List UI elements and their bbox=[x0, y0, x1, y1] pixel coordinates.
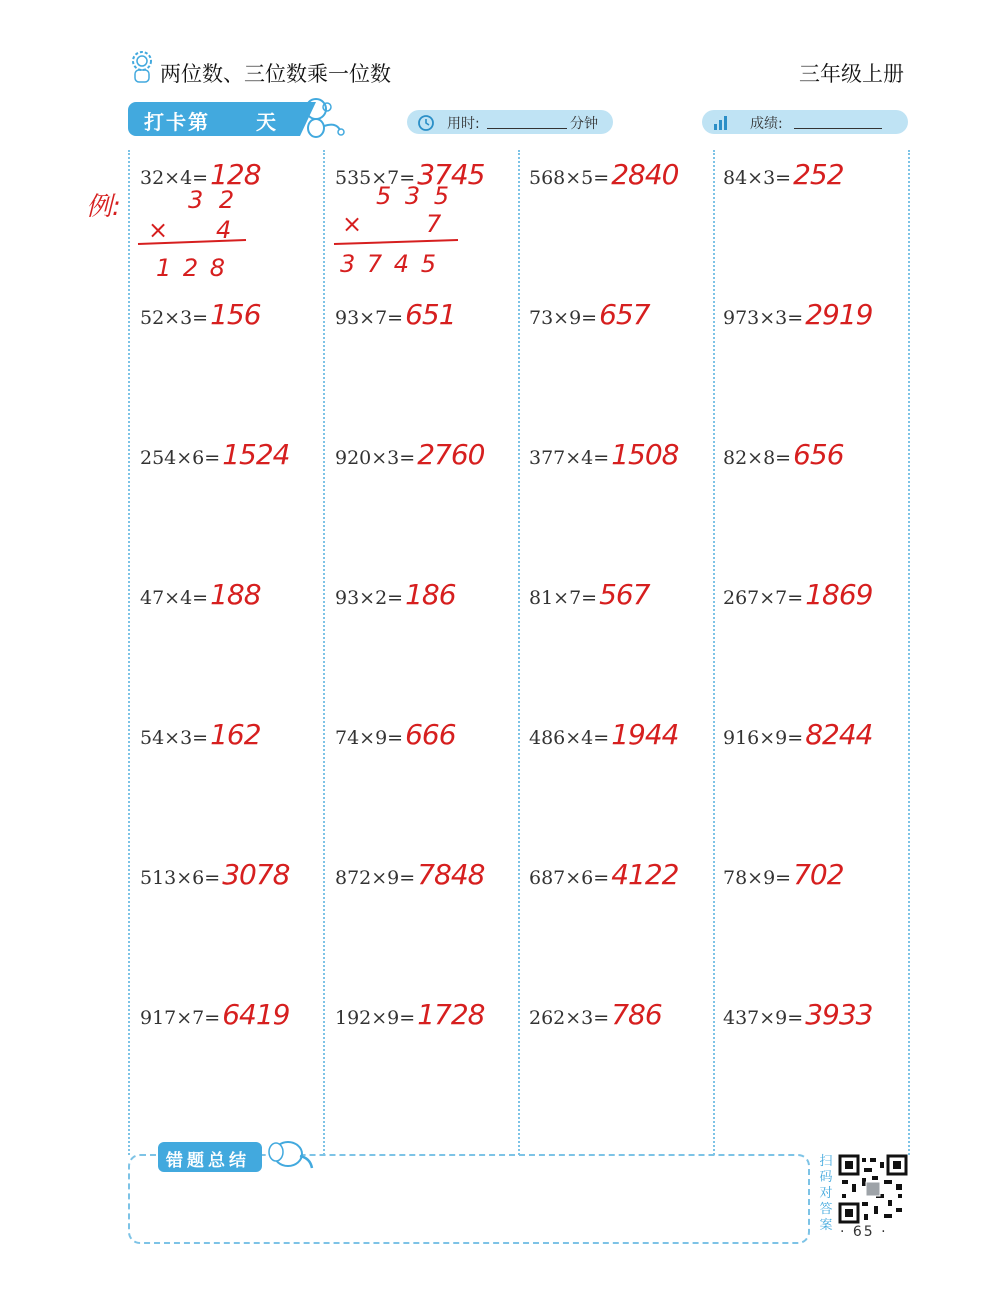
example-a-top: 3 2 bbox=[188, 186, 239, 214]
example-b-top: 5 3 5 bbox=[376, 182, 453, 210]
handwritten-answer[interactable]: 666 bbox=[405, 718, 456, 751]
problem-item bbox=[529, 718, 678, 751]
mistake-summary-tab bbox=[158, 1142, 262, 1172]
problem-text: 973×3= bbox=[723, 307, 804, 329]
checkin-banner bbox=[128, 102, 300, 136]
column-divider bbox=[323, 150, 325, 1155]
handwritten-answer[interactable]: 162 bbox=[210, 718, 261, 751]
problem-item bbox=[723, 718, 872, 751]
handwritten-answer[interactable]: 1508 bbox=[611, 438, 679, 471]
problem-text: 52×3= bbox=[140, 307, 209, 329]
column-divider bbox=[128, 150, 130, 1155]
handwritten-answer[interactable]: 2919 bbox=[805, 298, 873, 331]
handwritten-answer[interactable]: 156 bbox=[210, 298, 261, 331]
problem-item bbox=[335, 858, 484, 891]
problem-text: 192×9= bbox=[335, 1007, 416, 1029]
handwritten-answer[interactable]: 188 bbox=[210, 578, 261, 611]
problem-item bbox=[140, 718, 261, 751]
score-blank bbox=[794, 128, 882, 129]
qr-code-icon[interactable] bbox=[838, 1154, 908, 1224]
problem-item bbox=[723, 158, 844, 191]
problem-text: 78×9= bbox=[723, 867, 792, 889]
problem-text: 81×7= bbox=[529, 587, 598, 609]
handwritten-answer[interactable]: 702 bbox=[793, 858, 844, 891]
problem-item bbox=[723, 858, 844, 891]
problem-text: 535×7= bbox=[335, 167, 416, 189]
handwritten-answer[interactable]: 567 bbox=[599, 578, 650, 611]
column-divider bbox=[713, 150, 715, 1155]
problem-item bbox=[529, 998, 662, 1031]
problem-text: 687×6= bbox=[529, 867, 610, 889]
problem-text: 916×9= bbox=[723, 727, 804, 749]
handwritten-answer[interactable]: 7848 bbox=[417, 858, 485, 891]
problem-item bbox=[529, 298, 650, 331]
clock-icon bbox=[417, 113, 435, 131]
problem-item bbox=[723, 578, 872, 611]
elephant-icon bbox=[262, 1136, 316, 1172]
example-a-digit: 4 bbox=[216, 216, 232, 244]
lion-icon bbox=[128, 50, 156, 84]
time-blank bbox=[487, 128, 567, 129]
problem-text: 82×8= bbox=[723, 447, 792, 469]
handwritten-answer[interactable]: 657 bbox=[599, 298, 650, 331]
problem-text: 486×4= bbox=[529, 727, 610, 749]
bar-chart-icon bbox=[712, 113, 730, 131]
handwritten-answer[interactable]: 8244 bbox=[805, 718, 873, 751]
problem-item bbox=[140, 998, 289, 1031]
handwritten-answer[interactable]: 786 bbox=[611, 998, 662, 1031]
problem-text: 377×4= bbox=[529, 447, 610, 469]
example-b-line bbox=[332, 238, 460, 246]
example-a-result: 1 2 8 bbox=[156, 254, 228, 282]
problem-item bbox=[529, 858, 678, 891]
problem-text: 74×9= bbox=[335, 727, 404, 749]
time-unit: 分钟 bbox=[570, 116, 598, 132]
problem-item bbox=[140, 858, 289, 891]
handwritten-answer[interactable]: 1944 bbox=[611, 718, 679, 751]
problem-text: 872×9= bbox=[335, 867, 416, 889]
time-field[interactable] bbox=[407, 110, 613, 134]
handwritten-answer[interactable]: 186 bbox=[405, 578, 456, 611]
problem-item bbox=[140, 578, 261, 611]
problem-item bbox=[529, 158, 678, 191]
score-label: 成绩: bbox=[750, 116, 783, 132]
page-title: 两位数、三位数乘一位数 bbox=[160, 62, 391, 86]
problem-item bbox=[335, 298, 456, 331]
example-a-times: × bbox=[148, 216, 169, 244]
handwritten-answer[interactable]: 6419 bbox=[222, 998, 290, 1031]
handwritten-answer[interactable]: 3933 bbox=[805, 998, 873, 1031]
problem-item bbox=[140, 298, 261, 331]
column-divider bbox=[518, 150, 520, 1155]
handwritten-answer[interactable]: 4122 bbox=[611, 858, 679, 891]
handwritten-answer[interactable]: 2760 bbox=[417, 438, 485, 471]
handwritten-answer[interactable]: 3078 bbox=[222, 858, 290, 891]
example-b-result: 3 7 4 5 bbox=[340, 250, 438, 278]
problem-item bbox=[335, 438, 484, 471]
problem-item bbox=[335, 578, 456, 611]
problem-text: 73×9= bbox=[529, 307, 598, 329]
handwritten-answer[interactable]: 651 bbox=[405, 298, 456, 331]
problem-item bbox=[335, 998, 484, 1031]
problem-text: 93×7= bbox=[335, 307, 404, 329]
handwritten-answer[interactable]: 128 bbox=[210, 158, 261, 191]
monkey-icon bbox=[298, 96, 346, 140]
problem-text: 513×6= bbox=[140, 867, 221, 889]
handwritten-answer[interactable]: 1524 bbox=[222, 438, 290, 471]
example-b-digit: 7 bbox=[426, 210, 442, 238]
example-a-line bbox=[136, 238, 248, 246]
problem-text: 32×4= bbox=[140, 167, 209, 189]
handwritten-answer[interactable]: 3745 bbox=[417, 158, 485, 191]
problem-text: 267×7= bbox=[723, 587, 804, 609]
checkin-label: 打卡第 bbox=[144, 110, 210, 134]
problem-text: 254×6= bbox=[140, 447, 221, 469]
problem-item bbox=[723, 438, 844, 471]
problem-item bbox=[335, 718, 456, 751]
problem-item bbox=[723, 298, 872, 331]
example-label: 例: bbox=[86, 192, 121, 222]
problem-item bbox=[529, 578, 650, 611]
problem-item bbox=[723, 998, 872, 1031]
score-field[interactable] bbox=[702, 110, 908, 134]
handwritten-answer[interactable]: 1728 bbox=[417, 998, 485, 1031]
checkin-day-label: 天 bbox=[256, 110, 276, 134]
handwritten-answer[interactable]: 1869 bbox=[805, 578, 873, 611]
handwritten-answer[interactable]: 2840 bbox=[611, 158, 679, 191]
problem-item bbox=[529, 438, 678, 471]
scan-answer-label: 扫码对答案 bbox=[819, 1154, 833, 1233]
problem-text: 920×3= bbox=[335, 447, 416, 469]
grade-label: 三年级上册 bbox=[799, 62, 904, 86]
problem-text: 437×9= bbox=[723, 1007, 804, 1029]
problem-text: 54×3= bbox=[140, 727, 209, 749]
problem-text: 262×3= bbox=[529, 1007, 610, 1029]
example-b-times: × bbox=[342, 210, 363, 238]
problem-text: 568×5= bbox=[529, 167, 610, 189]
handwritten-answer[interactable]: 252 bbox=[793, 158, 844, 191]
time-label: 用时: bbox=[447, 116, 480, 132]
handwritten-answer[interactable]: 656 bbox=[793, 438, 844, 471]
page-number: · 65 · bbox=[840, 1224, 888, 1240]
summary-label: 错题总结 bbox=[166, 1151, 250, 1171]
problem-text: 93×2= bbox=[335, 587, 404, 609]
problem-item bbox=[140, 438, 289, 471]
column-divider bbox=[908, 150, 910, 1155]
problem-text: 47×4= bbox=[140, 587, 209, 609]
problem-text: 917×7= bbox=[140, 1007, 221, 1029]
problem-text: 84×3= bbox=[723, 167, 792, 189]
